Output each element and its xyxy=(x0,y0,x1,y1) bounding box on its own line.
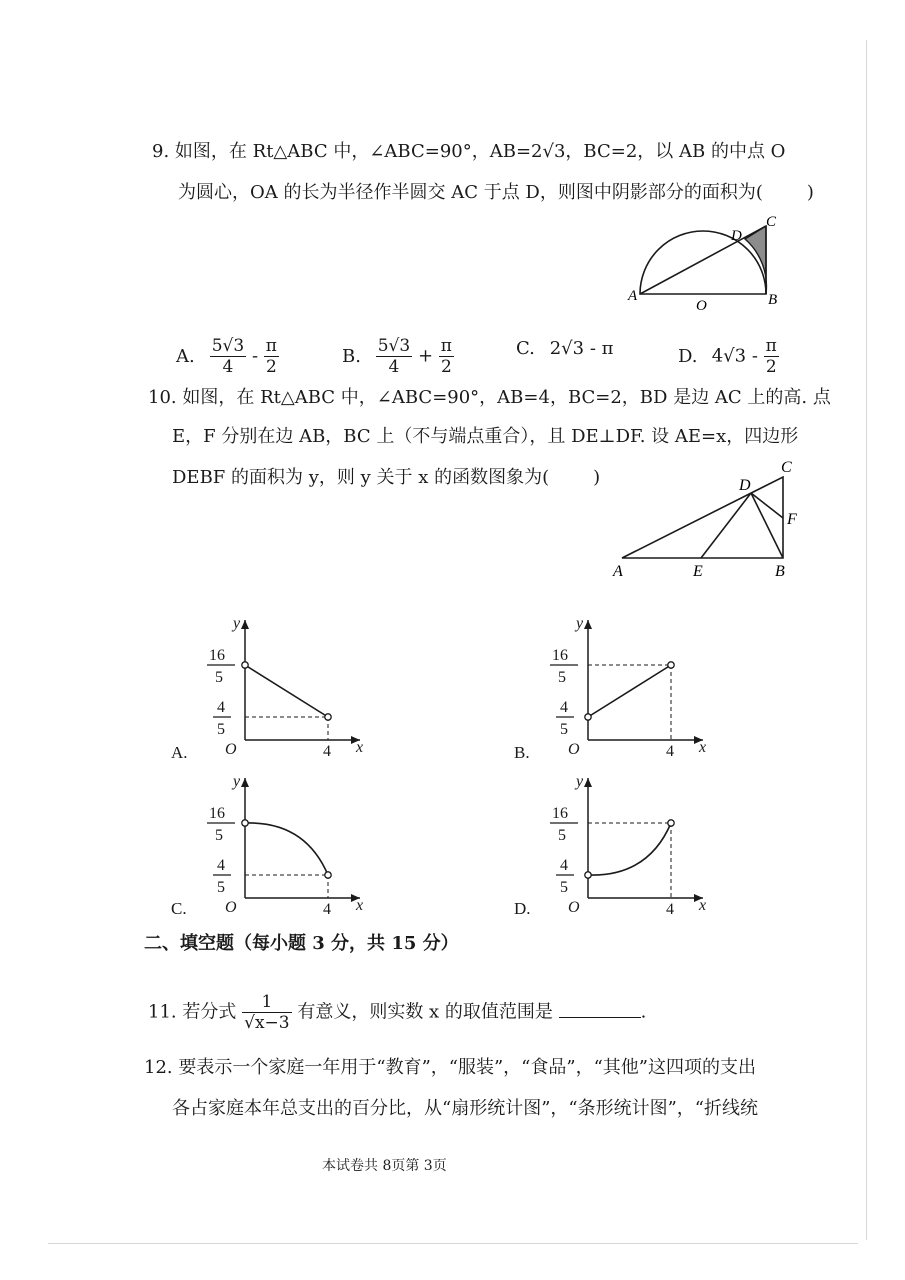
q10-paren-close: ) xyxy=(593,467,601,488)
q9-label-c: C xyxy=(766,214,777,230)
q11-post: 有意义，则实数 x 的取值范围是 xyxy=(297,1001,553,1023)
q12-text-1: 要表示一个家庭一年用于“教育”，“服装”，“食品”，“其他”这四项的支出 xyxy=(178,1057,756,1078)
y-tick-low-num: 4 xyxy=(217,699,225,716)
y-axis-label: y xyxy=(576,773,584,790)
y-tick-high-num: 16 xyxy=(209,647,225,664)
function-curve xyxy=(588,823,671,875)
y-tick-low-num: 4 xyxy=(560,699,568,716)
open-endpoint-start xyxy=(242,820,248,826)
y-axis-label: y xyxy=(576,615,584,632)
q9-option-b-frac1: $\frac{5√3}{4}$ xyxy=(377,336,411,377)
y-tick-low-num: 4 xyxy=(217,857,225,874)
q10-option-b[interactable] xyxy=(508,612,718,762)
origin-label: O xyxy=(225,741,237,758)
q10-label-d: D xyxy=(739,477,751,494)
option-letter: B. xyxy=(514,743,530,762)
q11-number: 11. xyxy=(148,1001,177,1023)
y-tick-low-den: 5 xyxy=(217,721,225,738)
q9-option-a-frac1: $\frac{5√3}{4}$ xyxy=(211,336,245,377)
q9-option-c[interactable]: C. 2√3 - π xyxy=(516,338,614,359)
q9-line1 xyxy=(152,140,785,164)
q10-option-d-graph xyxy=(508,770,718,920)
q10-text-1: 如图，在 Rt△ABC 中，∠ABC=90°，AB=4，BC=2，BD 是边 AC 上的高. 点 xyxy=(182,387,831,408)
q9-option-a[interactable]: A. $\frac{5√3}{4}$ - $\frac{\pi}{2}$ xyxy=(176,336,277,377)
option-letter: C. xyxy=(171,899,187,918)
y-axis-arrow xyxy=(584,778,592,787)
open-endpoint-start xyxy=(242,662,248,668)
q10-line1 xyxy=(148,386,831,410)
open-endpoint-end xyxy=(668,820,674,826)
q9-paren-close: ) xyxy=(806,182,814,203)
q10-number: 10. xyxy=(148,387,177,408)
q9-option-a-frac2: $\frac{\pi}{2}$ xyxy=(265,336,277,377)
x-tick-4: 4 xyxy=(323,901,331,918)
q10-label-b: B xyxy=(775,563,785,580)
q9-option-b-frac2: $\frac{\pi}{2}$ xyxy=(440,336,452,377)
open-endpoint-start xyxy=(585,714,591,720)
q12-number: 12. xyxy=(144,1057,173,1078)
x-tick-4: 4 xyxy=(666,743,674,760)
q9-label-o: O xyxy=(696,298,707,314)
x-axis-label: x xyxy=(356,739,364,756)
q9-line2 xyxy=(178,181,814,205)
q9-figure xyxy=(620,210,790,320)
y-tick-high-num: 16 xyxy=(552,805,568,822)
option-letter: A. xyxy=(171,743,188,762)
y-tick-low-den: 5 xyxy=(560,879,568,896)
q10-label-c: C xyxy=(781,459,792,476)
function-curve xyxy=(588,665,671,717)
option-letter: D. xyxy=(514,899,531,918)
scan-edge-bottom xyxy=(48,1243,858,1244)
q10-option-a-graph xyxy=(165,612,375,762)
y-tick-low-den: 5 xyxy=(217,879,225,896)
q11-line: 11. 若分式 $\frac{1}{√x-3}$ 有意义，则实数 x 的取值范围是 . xyxy=(148,992,647,1033)
section-2-title: 二、填空题（每小题 3 分，共 15 分） xyxy=(144,933,459,954)
q10-option-d[interactable] xyxy=(508,770,718,920)
open-endpoint-end xyxy=(668,662,674,668)
q10-option-a[interactable] xyxy=(165,612,375,762)
origin-label: O xyxy=(568,741,580,758)
q10-option-c[interactable] xyxy=(165,770,375,920)
open-endpoint-end xyxy=(325,872,331,878)
q10-segment-de xyxy=(701,493,751,558)
q10-label-f: F xyxy=(787,511,797,528)
y-tick-high-den: 5 xyxy=(558,669,566,686)
q9-label-a: A xyxy=(628,288,638,304)
q10-figure xyxy=(605,450,815,585)
y-tick-high-den: 5 xyxy=(215,827,223,844)
q12-text-2: 各占家庭本年总支出的百分比，从“扇形统计图”，“条形统计图”，“折线统 xyxy=(172,1098,759,1119)
x-axis-label: x xyxy=(356,897,364,914)
origin-label: O xyxy=(225,899,237,916)
q12-line2 xyxy=(172,1097,758,1121)
origin-label: O xyxy=(568,899,580,916)
q9-label-d: D xyxy=(731,228,742,244)
page-footer: 本试卷共 8页第 3页 xyxy=(322,1158,447,1174)
x-axis-label: x xyxy=(699,897,707,914)
y-axis-arrow xyxy=(241,778,249,787)
x-tick-4: 4 xyxy=(666,901,674,918)
q11-answer-blank[interactable] xyxy=(559,999,641,1018)
q9-text-1: 如图，在 Rt△ABC 中，∠ABC=90°，AB=2√3，BC=2，以 AB 的中点 O xyxy=(174,141,786,162)
y-tick-high-num: 16 xyxy=(552,647,568,664)
y-tick-high-den: 5 xyxy=(558,827,566,844)
q10-text-2: E，F 分别在边 AB，BC 上（不与端点重合），且 DE⊥DF. 设 AE=x，四边形 xyxy=(172,426,799,447)
open-endpoint-start xyxy=(585,872,591,878)
y-axis-arrow xyxy=(241,620,249,629)
y-tick-low-den: 5 xyxy=(560,721,568,738)
function-curve xyxy=(245,823,328,875)
q10-label-e: E xyxy=(693,563,703,580)
q10-triangle-abc xyxy=(622,477,783,558)
q9-option-d[interactable]: D. 4√3 - $\frac{\pi}{2}$ xyxy=(678,336,777,377)
y-axis-label: y xyxy=(233,615,241,632)
y-axis-label: y xyxy=(233,773,241,790)
q9-segment-ac xyxy=(640,226,766,294)
q9-label-b: B xyxy=(768,292,778,308)
y-tick-low-num: 4 xyxy=(560,857,568,874)
q10-line2 xyxy=(172,425,798,449)
x-tick-4: 4 xyxy=(323,743,331,760)
q9-option-d-frac: $\frac{\pi}{2}$ xyxy=(765,336,777,377)
q9-option-b[interactable]: B. $\frac{5√3}{4}$ + $\frac{\pi}{2}$ xyxy=(342,336,452,377)
y-tick-high-num: 16 xyxy=(209,805,225,822)
q9-text-2: 为圆心，OA 的长为半径作半圆交 AC 于点 D，则图中阴影部分的面积为( xyxy=(178,182,763,203)
open-endpoint-end xyxy=(325,714,331,720)
q11-pre: 若分式 xyxy=(182,1001,237,1023)
q10-segment-df xyxy=(751,493,783,518)
x-axis-label: x xyxy=(699,739,707,756)
q12-line1 xyxy=(144,1056,756,1080)
q10-height-bd xyxy=(751,493,783,558)
y-tick-high-den: 5 xyxy=(215,669,223,686)
scan-edge-right xyxy=(866,40,867,1240)
q10-option-b-graph xyxy=(508,612,718,762)
q10-option-c-graph xyxy=(165,770,375,920)
y-axis-arrow xyxy=(584,620,592,629)
function-curve xyxy=(245,665,328,717)
q9-number: 9. xyxy=(152,141,170,162)
q10-label-a: A xyxy=(613,563,623,580)
q11-fraction: $\frac{1}{√x-3}$ xyxy=(244,992,290,1033)
q10-line3 xyxy=(172,466,600,490)
q10-text-3: DEBF 的面积为 y，则 y 关于 x 的函数图象为( xyxy=(172,467,550,488)
